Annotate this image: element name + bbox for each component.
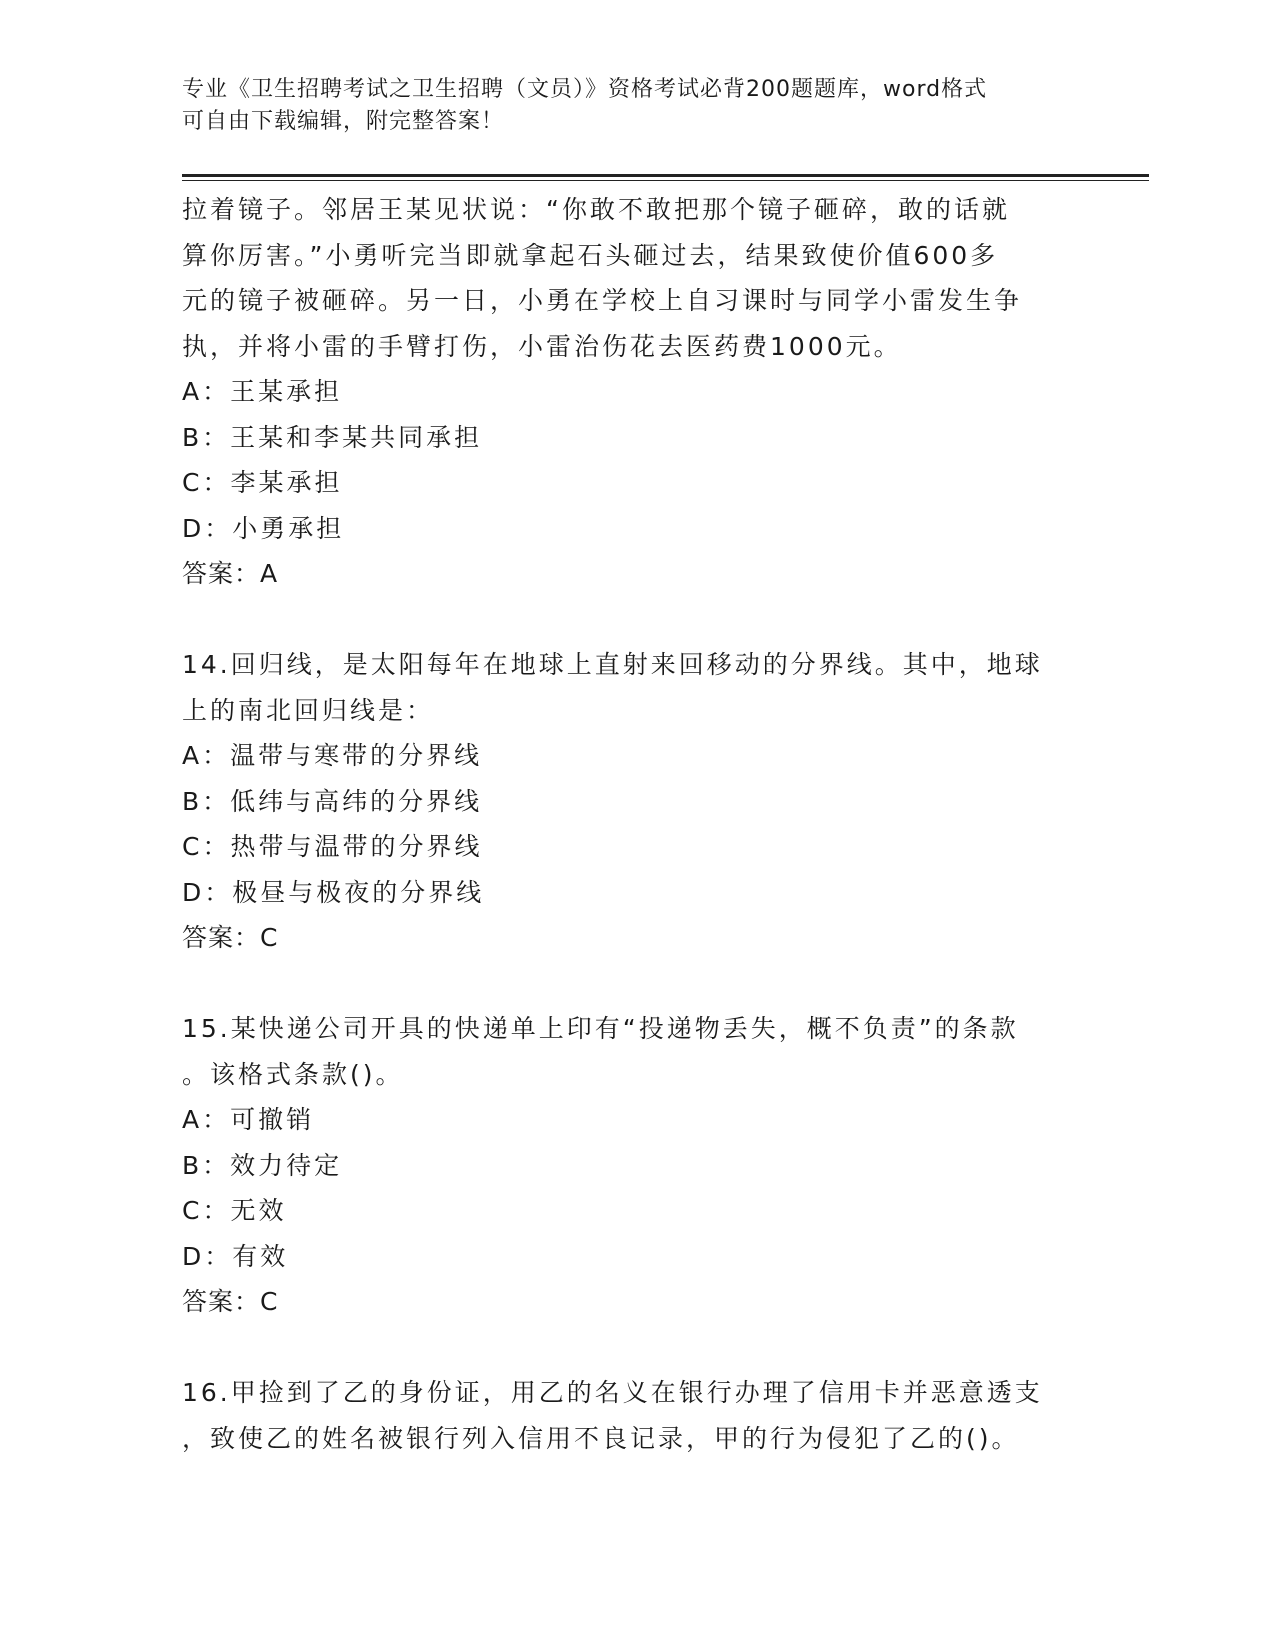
- header-title-line-1: 专业《卫生招聘考试之卫生招聘（文员）》资格考试必背200题题库，word格式: [182, 77, 988, 102]
- option-d: D：小勇承担: [182, 513, 345, 543]
- question-stem-line: ，致使乙的姓名被银行列入信用不良记录，甲的行为侵犯了乙的()。: [182, 1423, 1020, 1453]
- option-d: D：有效: [182, 1241, 289, 1271]
- option-d: D：极昼与极夜的分界线: [182, 877, 485, 907]
- question-stem-line: 16.甲捡到了乙的身份证，用乙的名义在银行办理了信用卡并恶意透支: [182, 1378, 1043, 1407]
- question-stem-line: 拉着镜子。邻居王某见状说：“你敢不敢把那个镜子砸碎，敢的话就: [182, 195, 1010, 224]
- question-stem-line: 。该格式条款()。: [182, 1059, 404, 1089]
- question-spacer: [182, 961, 1082, 1007]
- document-header: [182, 74, 1062, 138]
- answer-line: 答案：C: [182, 1287, 279, 1316]
- question-stem-line: 15.某快递公司开具的快递单上印有“投递物丢失，概不负责”的条款: [182, 1014, 1019, 1043]
- question-13-continued: [182, 187, 1082, 597]
- header-title-line-2: 可自由下载编辑，附完整答案！: [182, 109, 505, 134]
- question-spacer: [182, 1325, 1082, 1371]
- question-stem-line: 14.回归线，是太阳每年在地球上直射来回移动的分界线。其中，地球: [182, 650, 1043, 679]
- question-list: [182, 187, 1082, 1461]
- question-14: [182, 642, 1082, 961]
- option-a: A：王某承担: [182, 377, 343, 406]
- question-spacer: [182, 597, 1082, 643]
- answer-line: 答案：C: [182, 923, 279, 952]
- option-c: C：无效: [182, 1196, 287, 1225]
- option-b: B：王某和李某共同承担: [182, 422, 483, 452]
- option-c: C：热带与温带的分界线: [182, 832, 483, 861]
- option-b: B：效力待定: [182, 1150, 343, 1180]
- question-stem-line: 算你厉害。”小勇听完当即就拿起石头砸过去，结果致使价值600多: [182, 240, 999, 270]
- option-a: A：温带与寒带的分界线: [182, 741, 483, 770]
- question-16: [182, 1370, 1082, 1461]
- header-divider-thin: [182, 180, 1149, 181]
- option-a: A：可撤销: [182, 1105, 315, 1134]
- question-15: [182, 1006, 1082, 1325]
- question-stem-line: 上的南北回归线是：: [182, 695, 435, 725]
- answer-line: 答案：A: [182, 559, 279, 588]
- question-stem-line: 执，并将小雷的手臂打伤，小雷治伤花去医药费1000元。: [182, 331, 902, 361]
- header-divider-thick: [182, 174, 1149, 177]
- option-c: C：李某承担: [182, 468, 343, 497]
- option-b: B：低纬与高纬的分界线: [182, 786, 483, 816]
- question-stem-line: 元的镜子被砸碎。另一日，小勇在学校上自习课时与同学小雷发生争: [182, 286, 1023, 315]
